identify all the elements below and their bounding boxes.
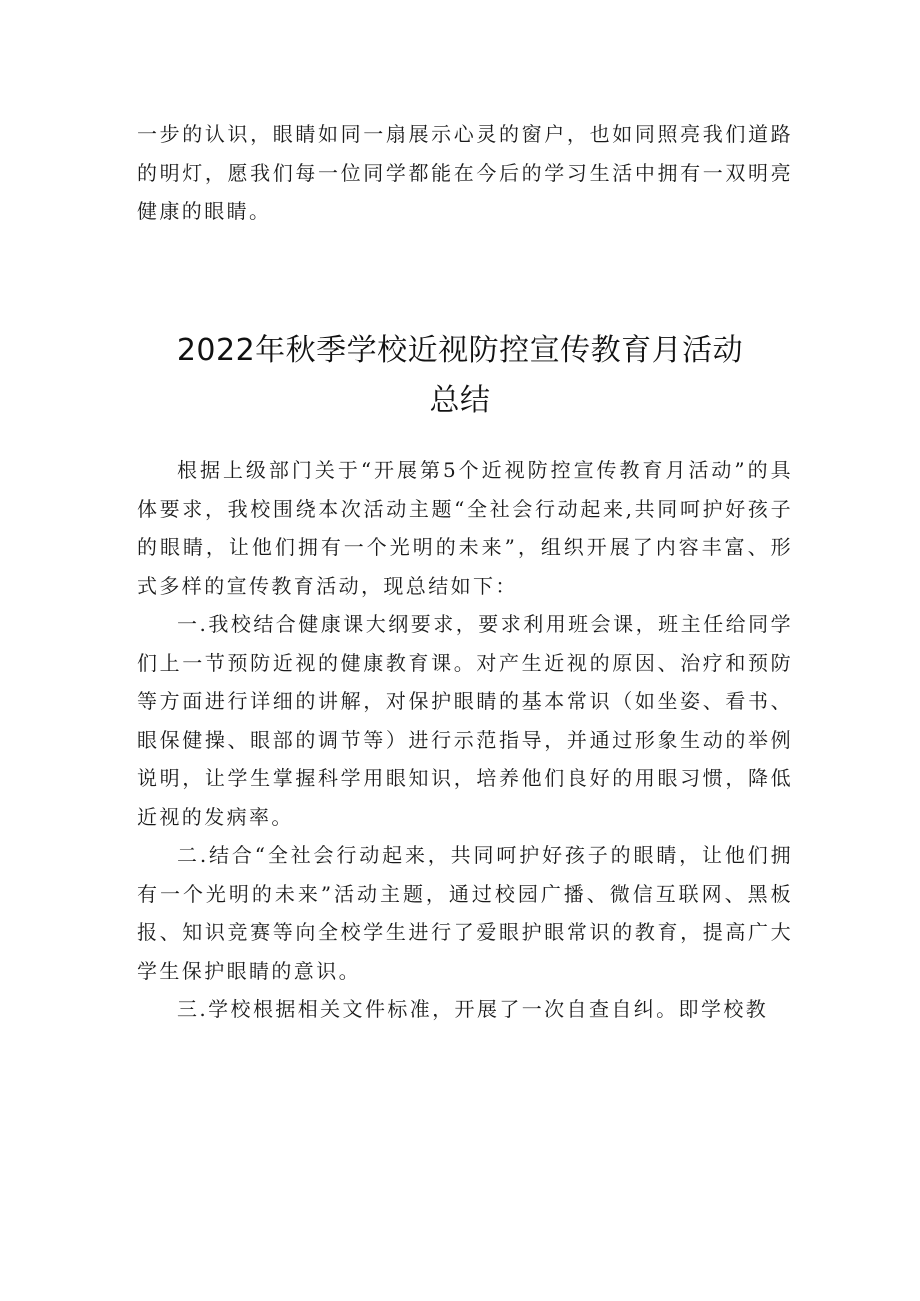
paragraph-item-2: 二.结合“全社会行动起来，共同呵护好孩子的眼睛，让他们拥有一个光明的未来”活动主题，通过校园广播、微信互联网、黑板报、知识竞赛等向全校学生进行了爱眼护眼常识的教育，提高广大学生保护眼睛的意识。	[137, 843, 793, 983]
page-title	[120, 326, 800, 426]
paragraph-item-3: 三.学校根据相关文件标准，开展了一次自查自纠。即学校教	[177, 997, 769, 1021]
paragraph-item-1: 一.我校结合健康课大纲要求，要求利用班会课，班主任给同学们上一节预防近视的健康教育课。对产生近视的原因、治疗和预防等方面进行详细的讲解，对保护眼睛的基本常识（如坐姿、看书、眼保健操、眼部的调节等）进行示范指导，并通过形象生动的举例说明，让学生掌握科学用眼知识，培养他们良好的用眼习惯，降低近视的发病率。	[137, 612, 793, 829]
title-line-1: 2022年秋季学校近视防控宣传教育月活动	[176, 333, 744, 369]
intro-paragraph	[137, 115, 793, 231]
paragraph-opening: 根据上级部门关于“开展第5个近视防控宣传教育月活动”的具体要求，我校围绕本次活动主题“全社会行动起来,共同呵护好孩子的眼睛，让他们拥有一个光明的未来”，组织开展了内容丰富、形式多样的宣传教育活动，现总结如下：	[137, 458, 793, 598]
body-text	[137, 451, 793, 1029]
intro-text: 一步的认识，眼睛如同一扇展示心灵的窗户，也如同照亮我们道路的明灯，愿我们每一位同学都能在今后的学习生活中拥有一双明亮健康的眼睛。	[137, 122, 793, 223]
title-line-2: 总结	[429, 383, 491, 419]
